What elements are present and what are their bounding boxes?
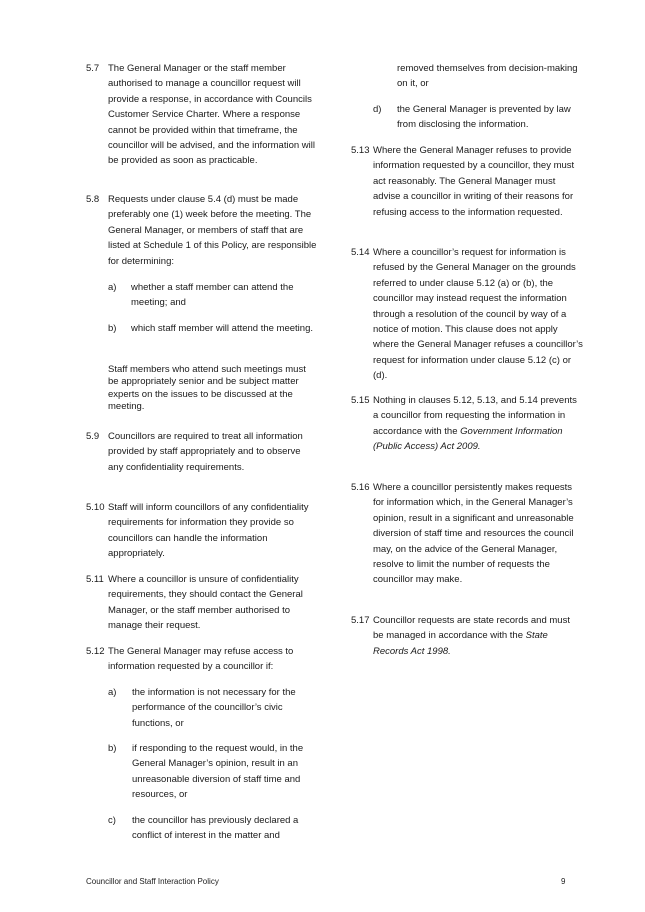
- clause-number: 5.15: [351, 395, 370, 406]
- item-text: the General Manager is prevented by law from disclosing the information.: [397, 104, 571, 131]
- clause-text: Requests under clause 5.4 (d) must be made preferably one (1) week before the meeting. The General Manager, or members of staff that are listed at Schedule 1 of this Policy, are responsible for determining:: [108, 194, 317, 267]
- item-text: removed themselves from decision-making on it, or: [397, 63, 578, 90]
- clause-number: 5.12: [86, 646, 105, 657]
- clause-text: [373, 613, 583, 659]
- item-letter: d): [373, 104, 382, 115]
- clause-text: Where a councillor’s request for information is refused by the General Manager on the grounds referred to under clause 5.12 (a) or (b), the councillor may instead request the information through a resolution of the council by way of a notice of motion. This clause does not apply where the General Manager refuses a councillor’s request for information under clause 5.12 (c) or (d).: [373, 247, 583, 382]
- clause-text: Where a councillor is unsure of confidentiality requirements, they should contact the General Manager, or the staff member authorised to manage their request.: [108, 574, 303, 632]
- clause-text: The General Manager may refuse access to information requested by a councillor if:: [108, 646, 294, 673]
- item-letter: a): [108, 687, 117, 698]
- act-title: Government Information (Public Access) Act 2009.: [373, 425, 563, 453]
- clause-body: Nothing in clauses 5.12, 5.13, and 5.14 prevents a councillor from requesting the information in accordance with the: [373, 395, 577, 437]
- footer-title: Councillor and Staff Interaction Policy: [86, 877, 219, 886]
- clause-text: The General Manager or the staff member authorised to manage a councillor request will provide a response, in accordance with Councils Customer Service Charter. Where a response cannot be provided within that timeframe, the councillor will be advised, and the information will be provided as soon as practicable.: [108, 63, 315, 167]
- item-letter: c): [108, 815, 116, 826]
- clause-number: 5.8: [86, 194, 100, 205]
- clause-number: 5.9: [86, 431, 100, 442]
- clause-body: Councillor requests are state records and must be managed in accordance with the: [373, 615, 570, 642]
- clause-number: 5.7: [86, 63, 100, 74]
- clause-number: 5.14: [351, 247, 370, 258]
- item-text: which staff member will attend the meeting.: [131, 323, 313, 334]
- act-title: State Records Act 1998.: [373, 630, 548, 657]
- item-text: whether a staff member can attend the meeting; and: [131, 282, 294, 309]
- clause-text: Where a councillor persistently makes requests for information which, in the General Manager’s opinion, result in a significant and unreasonable diversion of staff time and resources the council may, on the advice of the General Manager, resolve to limit the number of requests the councillor may make.: [373, 482, 574, 586]
- item-letter: a): [108, 282, 117, 293]
- item-text: the information is not necessary for the performance of the councillor’s civic functions, or: [132, 687, 296, 729]
- clause-number: 5.13: [351, 145, 370, 156]
- item-letter: b): [108, 323, 117, 334]
- clause-text: Councillors are required to treat all information provided by staff appropriately and to observe any confidentiality requirements.: [108, 431, 303, 473]
- clause-number: 5.16: [351, 482, 370, 493]
- clause-text: Where the General Manager refuses to provide information requested by a councillor, they must act reasonably. The General Manager must advise a councillor in writing of their reasons for refusing access to the information requested.: [373, 145, 575, 218]
- page-number: 9: [561, 877, 566, 886]
- clause-number: 5.17: [351, 615, 370, 626]
- item-text: the councillor has previously declared a conflict of interest in the matter and: [132, 815, 299, 842]
- note-text: Staff members who attend such meetings must be appropriately senior and be subject matter experts on the issues to be discussed at the meeting.: [108, 364, 306, 413]
- item-text: if responding to the request would, in the General Manager’s opinion, result in an unreasonable diversion of staff time and resources, or: [132, 743, 304, 801]
- clause-number: 5.10: [86, 502, 105, 513]
- clause-text: Staff will inform councillors of any confidentiality requirements for information they provide so councillors can handle the information appropriately.: [108, 502, 309, 560]
- item-letter: b): [108, 743, 117, 754]
- clause-number: 5.11: [86, 574, 104, 585]
- clause-text: [373, 393, 583, 455]
